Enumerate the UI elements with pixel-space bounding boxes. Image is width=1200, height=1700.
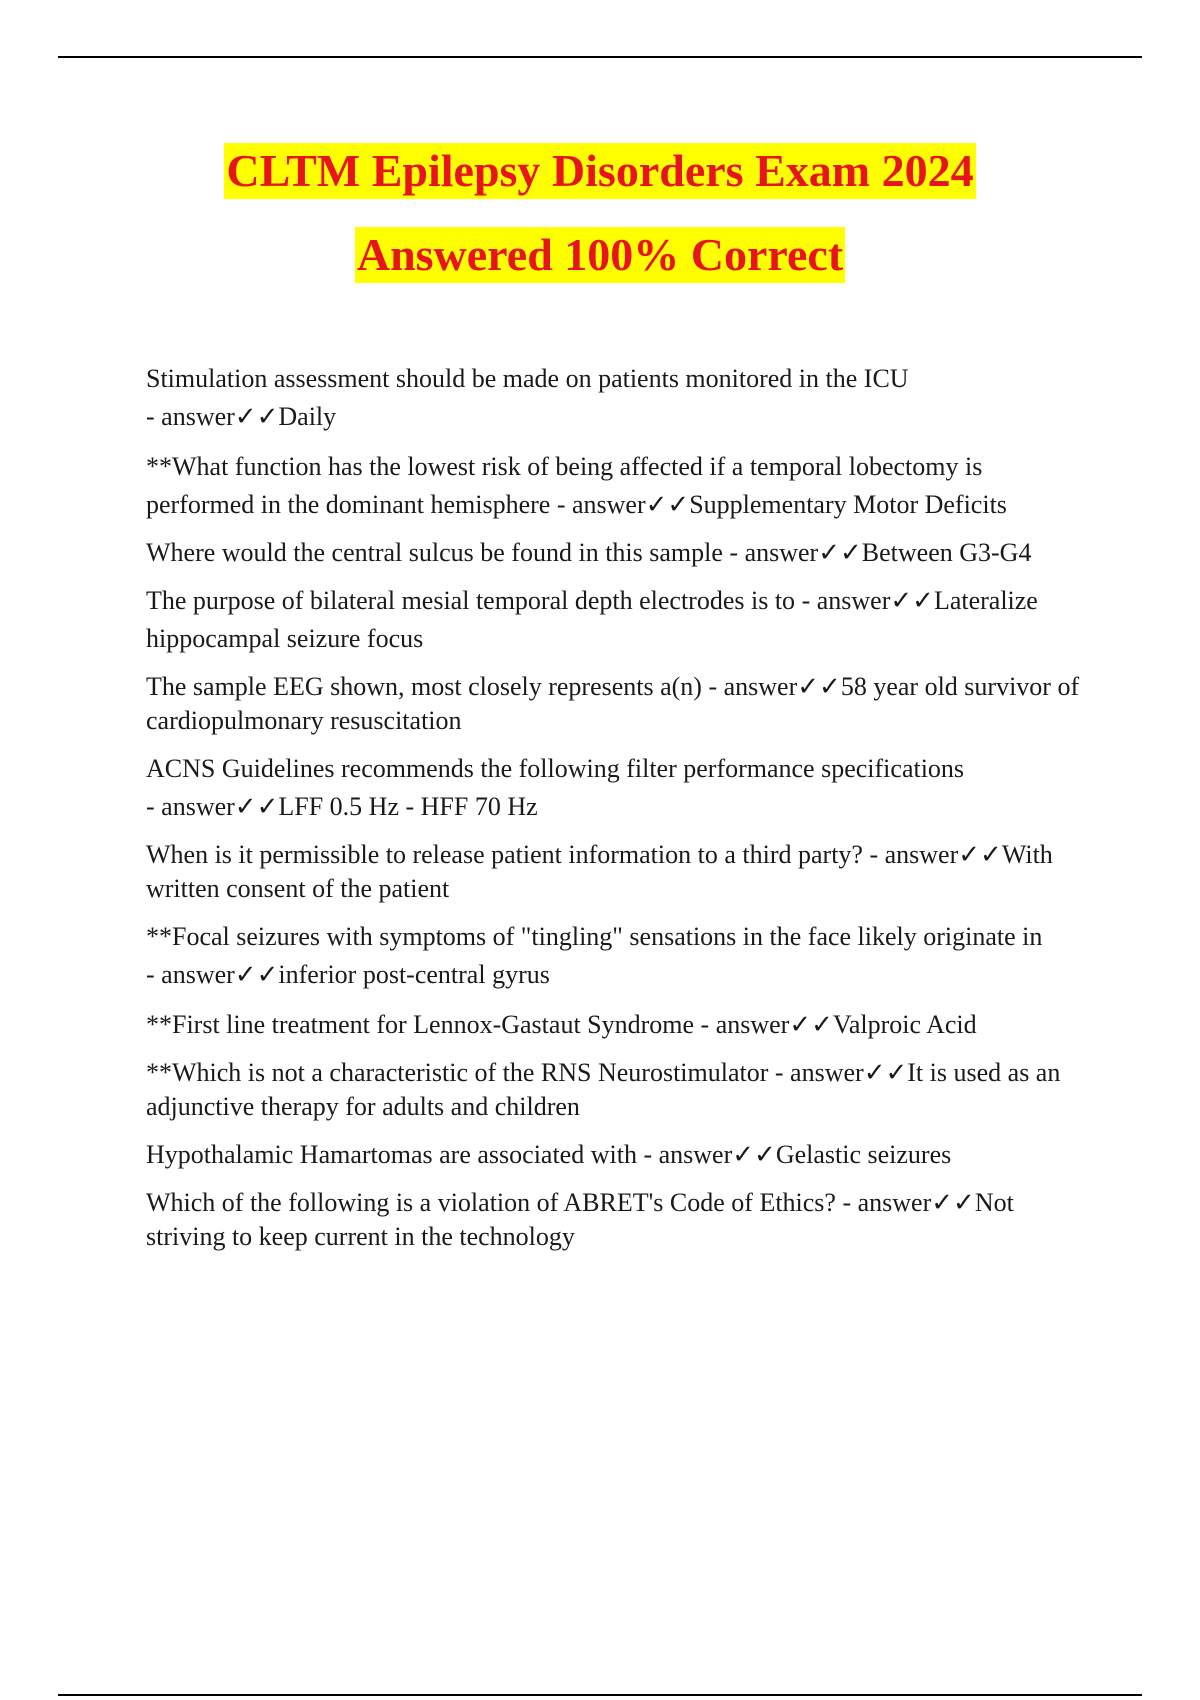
question-text: Which of the following is a violation of ABRET's Code of Ethics?: [146, 1188, 836, 1217]
check-marks-icon: ✓✓: [818, 538, 862, 567]
answer-separator: - answer: [146, 792, 235, 821]
answer-text: Lateralize hippocampal seizure focus: [146, 586, 1038, 653]
check-marks-icon: ✓✓: [931, 1188, 975, 1217]
answer-separator: - answer: [550, 490, 646, 519]
check-marks-icon: ✓✓: [234, 960, 279, 989]
answer-text: Daily: [278, 402, 337, 431]
question-text: Stimulation assessment should be made on patients monitored in the ICU: [146, 364, 909, 393]
answer-separator: - answer: [636, 1140, 733, 1169]
qa-list: [146, 360, 1096, 1266]
answer-text: Supplementary Motor Deficits: [689, 490, 1007, 519]
question-text: Where would the central sulcus be found in this sample: [146, 538, 723, 567]
check-marks-icon: ✓✓: [732, 1140, 776, 1169]
answer-text: LFF 0.5 Hz - HFF 70 Hz: [278, 792, 538, 821]
check-marks-icon: ✓✓: [234, 792, 279, 821]
check-marks-icon: ✓✓: [958, 840, 1002, 869]
question-text: **Which is not a characteristic of the RNS Neurostimulator: [146, 1058, 769, 1087]
check-marks-icon: ✓✓: [789, 1010, 833, 1039]
answer-text: Valproic Acid: [832, 1010, 977, 1039]
answer-separator: - answer: [722, 538, 819, 567]
answer-separator: - answer: [835, 1188, 932, 1217]
qa-item: [146, 536, 1096, 570]
answer-separator: - answer: [701, 672, 798, 701]
qa-item: [146, 838, 1096, 906]
qa-item: [146, 1136, 1096, 1174]
answer-separator: - answer: [795, 586, 891, 615]
answer-text: With written consent of the patient: [146, 840, 1053, 903]
answer-text: Gelastic seizures: [775, 1140, 952, 1169]
question-text: ACNS Guidelines recommends the following filter performance specifications: [146, 754, 965, 783]
question-text: **First line treatment for Lennox-Gastaut Syndrome: [146, 1010, 695, 1039]
question-text: **What function has the lowest risk of being affected if a temporal lobectomy is performed in the dominant hemisphere: [146, 452, 983, 519]
answer-text: It is used as an adjunctive therapy for adults and children: [146, 1058, 1061, 1121]
check-marks-icon: ✓✓: [645, 490, 690, 519]
qa-item: [146, 1006, 1096, 1044]
question-text: Hypothalamic Hamartomas are associated with: [146, 1140, 637, 1169]
question-text: **Focal seizures with symptoms of "tingling" sensations in the face likely originate in: [146, 922, 1043, 951]
qa-item: [146, 670, 1096, 738]
answer-text: inferior post-central gyrus: [278, 960, 550, 989]
answer-text: 58 year old survivor of cardiopulmonary resuscitation: [146, 672, 1080, 735]
answer-separator: - answer: [694, 1010, 790, 1039]
check-marks-icon: ✓✓: [234, 402, 279, 431]
qa-item: [146, 360, 1096, 436]
question-text: The purpose of bilateral mesial temporal depth electrodes is to: [146, 586, 796, 615]
qa-item: [146, 448, 1096, 524]
check-marks-icon: ✓✓: [863, 1058, 908, 1087]
question-text: When is it permissible to release patient information to a third party?: [146, 840, 863, 869]
check-marks-icon: ✓✓: [890, 586, 934, 615]
top-rule: [58, 56, 1142, 58]
qa-item: [146, 918, 1096, 994]
check-marks-icon: ✓✓: [797, 672, 841, 701]
qa-item: [146, 750, 1096, 826]
answer-separator: - answer: [768, 1058, 864, 1087]
answer-separator: - answer: [862, 840, 959, 869]
qa-item: [146, 582, 1096, 658]
answer-text: Between G3-G4: [861, 538, 1032, 567]
bottom-rule: [58, 1694, 1142, 1696]
answer-text: Not striving to keep current in the technology: [146, 1188, 1014, 1251]
answer-separator: - answer: [146, 960, 235, 989]
title-line-1: CLTM Epilepsy Disorders Exam 2024: [224, 143, 975, 199]
document-title: [0, 143, 1200, 283]
answer-separator: - answer: [146, 402, 235, 431]
qa-item: [146, 1056, 1096, 1124]
title-line-2: Answered 100% Correct: [355, 227, 845, 283]
question-text: The sample EEG shown, most closely represents a(n): [146, 672, 702, 701]
qa-item: [146, 1186, 1096, 1254]
